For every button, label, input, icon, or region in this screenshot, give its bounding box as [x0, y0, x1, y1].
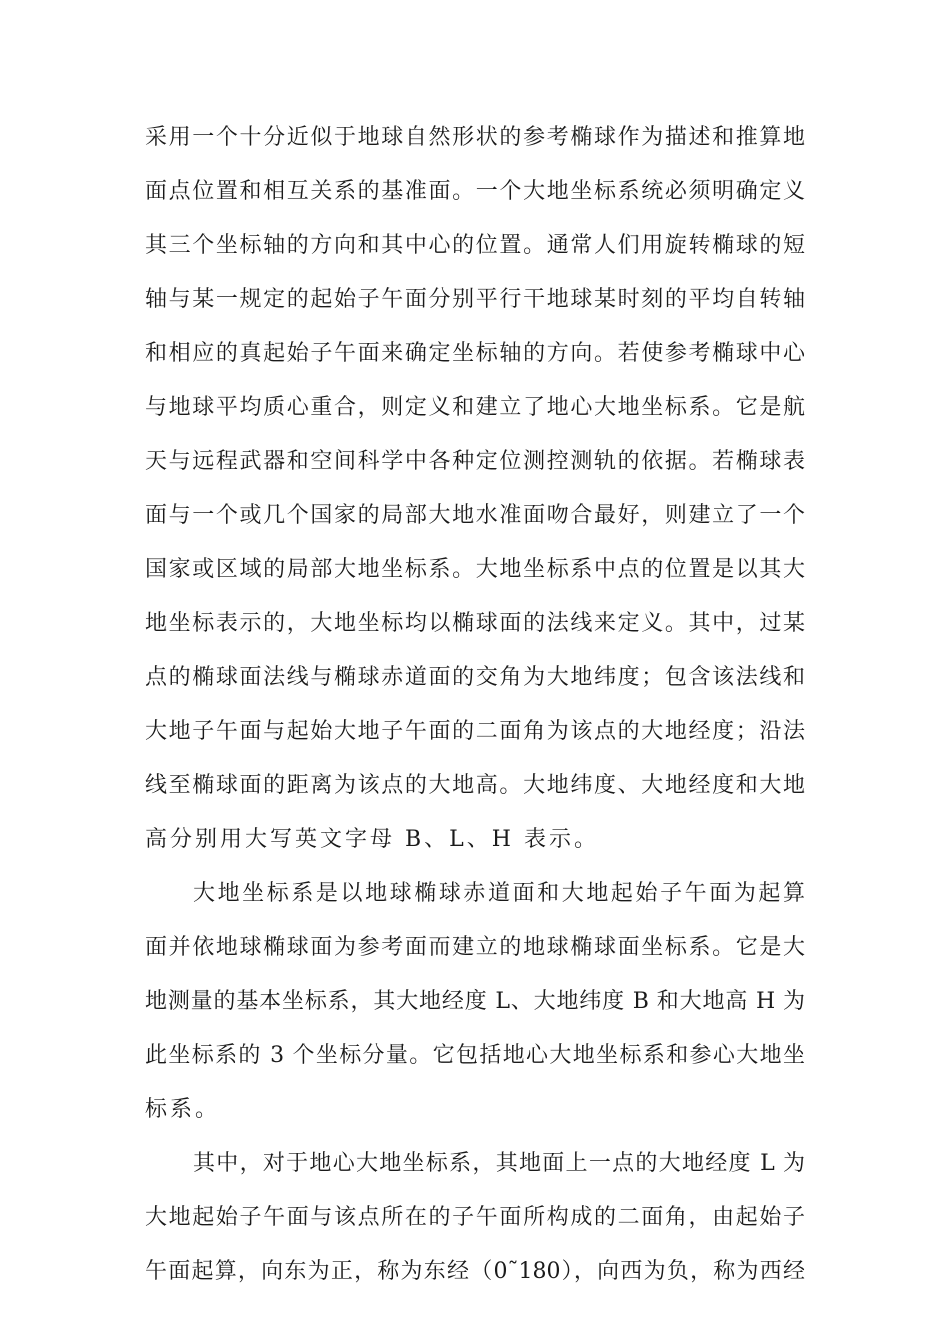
text-line: 其三个坐标轴的方向和其中心的位置。通常人们用旋转椭球的短 [145, 233, 805, 258]
text-line: 国家或区域的局部大地坐标系。大地坐标系中点的位置是以其大 [145, 557, 805, 582]
text-line: 大地坐标系是以地球椭球赤道面和大地起始子午面为起算 [193, 881, 805, 906]
text-line: 点的椭球面法线与椭球赤道面的交角为大地纬度；包含该法线和 [145, 665, 805, 690]
text-line: 标系。 [145, 1097, 221, 1122]
text-line: 轴与某一规定的起始子午面分别平行干地球某时刻的平均自转轴 [145, 287, 805, 312]
text-line: 高分别用大写英文字母 B、L、H 表示。 [145, 827, 599, 852]
text-line: 地测量的基本坐标系，其大地经度 L、大地纬度 B 和大地高 H 为 [145, 989, 805, 1014]
text-line: 线至椭球面的距离为该点的大地高。大地纬度、大地经度和大地 [145, 773, 805, 798]
text-line: 和相应的真起始子午面来确定坐标轴的方向。若使参考椭球中心 [145, 341, 805, 366]
text-line: 天与远程武器和空间科学中各种定位测控测轨的依据。若椭球表 [145, 449, 805, 474]
text-line: 地坐标表示的，大地坐标均以椭球面的法线来定义。其中，过某 [145, 611, 805, 636]
text-line: 大地子午面与起始大地子午面的二面角为该点的大地经度；沿法 [145, 719, 805, 744]
text-line: 采用一个十分近似于地球自然形状的参考椭球作为描述和推算地 [145, 125, 805, 150]
text-line: 此坐标系的 3 个坐标分量。它包括地心大地坐标系和参心大地坐 [145, 1043, 805, 1068]
text-line: 面并依地球椭球面为参考面而建立的地球椭球面坐标系。它是大 [145, 935, 805, 960]
text-line: 午面起算，向东为正，称为东经（0˜180），向西为负，称为西经 [145, 1259, 805, 1284]
text-line: 面点位置和相互关系的基准面。一个大地坐标系统必须明确定义 [145, 179, 805, 204]
text-line: 与地球平均质心重合，则定义和建立了地心大地坐标系。它是航 [145, 395, 805, 420]
text-line: 大地起始子午面与该点所在的子午面所构成的二面角，由起始子 [145, 1205, 805, 1230]
text-line: 其中，对于地心大地坐标系，其地面上一点的大地经度 L 为 [193, 1151, 805, 1176]
text-line: 面与一个或几个国家的局部大地水准面吻合最好，则建立了一个 [145, 503, 805, 528]
